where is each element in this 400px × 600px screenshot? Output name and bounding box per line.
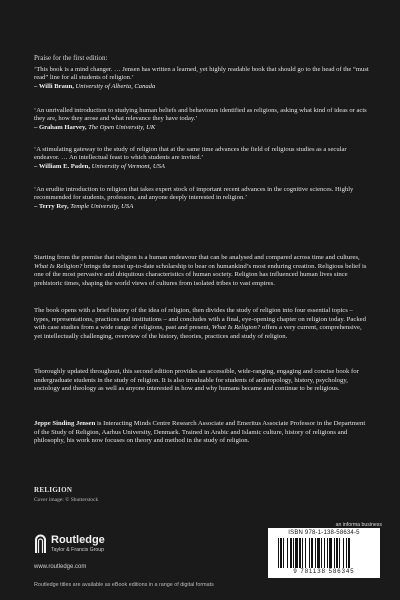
publisher-name: Routledge xyxy=(51,534,105,546)
cover-credit: Cover image: © Shutterstock xyxy=(34,497,99,503)
routledge-logo-icon xyxy=(34,534,47,554)
quote-affiliation: University of Vermont, USA xyxy=(91,162,165,170)
quote-author: – Willi Braun, xyxy=(34,82,74,90)
quote-author: – Terry Rey, xyxy=(34,202,69,210)
quote-affiliation: Temple University, USA xyxy=(70,202,134,210)
barcode-number: 9 781138 586345 xyxy=(293,569,355,575)
book-title-inline: What Is Religion? xyxy=(34,262,83,270)
quote-text: ‘A stimulating gateway to the study of religion that at the same time advances the field of religious studies as a secular endeavor. … An intellectual feast to which students are invited.’ xyxy=(34,146,347,162)
quote-author: – Graham Harvey, xyxy=(34,123,87,131)
praise-quote-3 xyxy=(34,146,370,171)
author-name: Jeppe Sinding Jensen xyxy=(34,420,96,427)
subject-category: RELIGION xyxy=(34,486,73,494)
description-paragraph-2: The book opens with a brief history of the idea of religion, then divides the study of religion into four essential topics – types, representations, practices and institutions – and concludes with a final, eye-opening chapter on religion today. Packed with case studies from a wide range of religions, past and present, What Is Religion? offers a very current, comprehensive, yet intellectually challenging, overview of the history, theories, practices and study of religion. xyxy=(34,307,366,340)
barcode-icon xyxy=(278,538,370,568)
ebook-availability-note: Routledge titles are available as eBook editions in a range of digital formats xyxy=(34,582,214,588)
description-paragraph-3: Thoroughly updated throughout, this second edition provides an accessible, wide-ranging, engaging and concise book for undergraduate students in the study of religion. It is also invaluable for students of anthropology, history, psychology, sociology and theology as well as anyone interested in how and why humans became and continue to be religious. xyxy=(34,368,359,393)
quote-text: ‘This book is a mind changer. … Jensen has written a learned, yet highly readable book that should go to the head of the “must read” line for all students of religion.’ xyxy=(34,66,369,82)
description-paragraph-1: Starting from the premise that religion is a human endeavour that can be analysed and compared across time and cultures, What Is Religion? brings the most up-to-date scholarship to bear on humankind’s most enduring creation. Religious belief is one of the most pervasive and ubiquitous characteristics of human society. Religion has influenced human lives since prehistoric times, shaping the world views of cultures from isolated tribes to vast empires. xyxy=(34,254,367,287)
isbn-label: ISBN 978-1-138-58634-5 xyxy=(288,530,360,536)
quote-affiliation: University of Alberta, Canada xyxy=(75,82,156,90)
publisher-group: Taylor & Francis Group xyxy=(51,547,105,553)
barcode xyxy=(268,528,380,578)
book-title-inline: What Is Religion? xyxy=(211,324,261,332)
informa-tagline: an informa business xyxy=(335,522,382,528)
publisher-website[interactable]: www.routledge.com xyxy=(34,564,87,570)
praise-quote-1 xyxy=(34,66,370,91)
quote-text: ‘An unrivalled introduction to studying human beliefs and behaviours identified as religions, asking what kind of ideas or acts they are, how they arose and what relevance they have today.’ xyxy=(34,107,367,123)
praise-quote-2 xyxy=(34,107,370,132)
quote-author: – William E. Paden, xyxy=(34,162,90,170)
praise-heading: Praise for the first edition: xyxy=(34,54,108,62)
author-bio: Jeppe Sinding Jensen is Interacting Minds Centre Research Associate and Emeritus Associate Professor in the Department of the Study of Religion, Aarhus University, Denmark. Trained in Arabic and Islamic culture, history of religions and philosophy, his work now focuses on theory and method in the study of religion. xyxy=(34,420,366,445)
praise-quote-4 xyxy=(34,186,370,211)
quote-affiliation: The Open University, UK xyxy=(88,123,156,131)
routledge-logo xyxy=(34,534,144,560)
quote-text: ‘An erudite introduction to religion that takes expert stock of important recent advances in the cognitive sciences. Highly recommended for students, professors, and anyone deeply interested in religion.’ xyxy=(34,186,354,202)
